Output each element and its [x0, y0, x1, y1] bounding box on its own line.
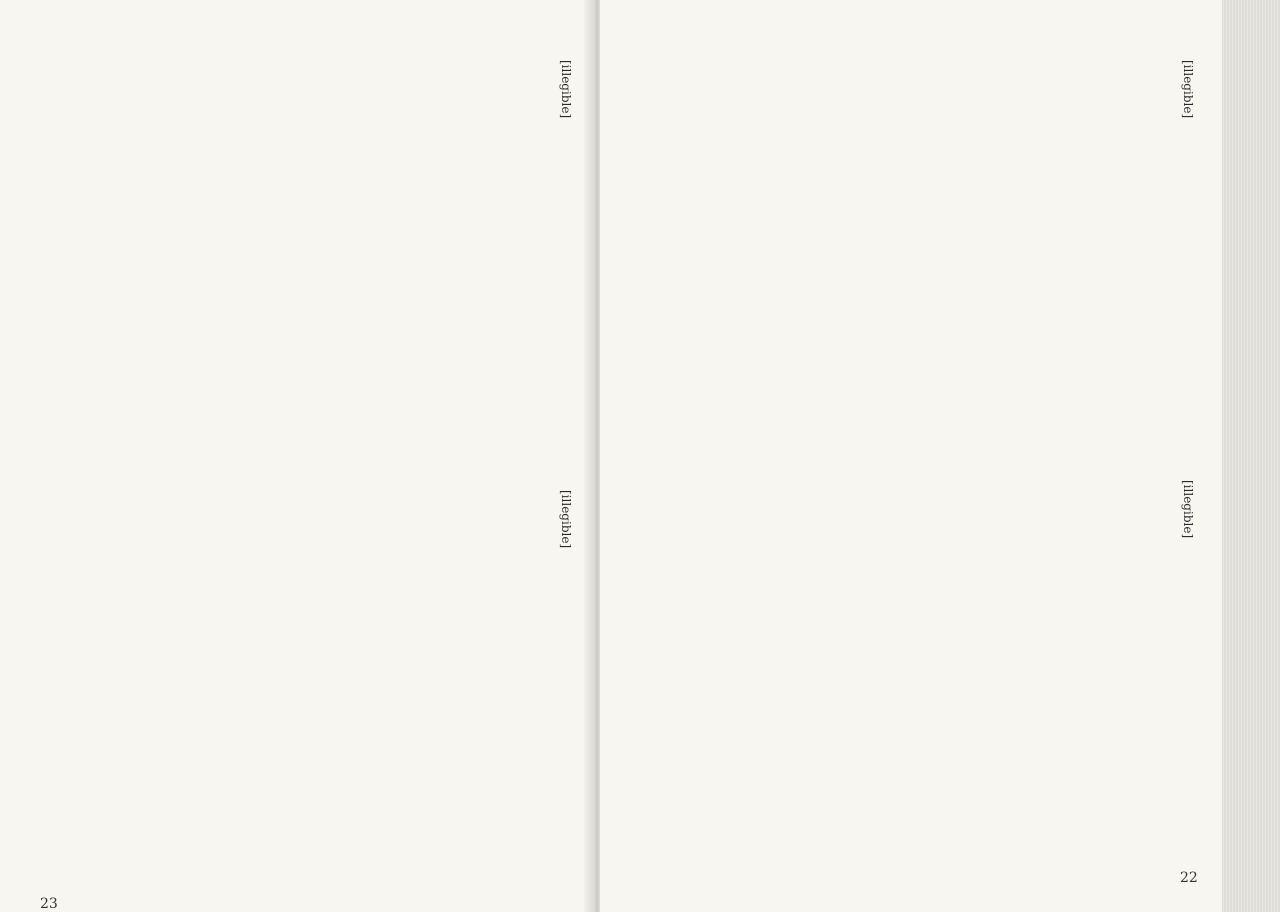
right-page-bottom-text: [illegible] [1181, 480, 1195, 539]
page-number-right: 22 [1180, 870, 1198, 886]
right-page-top-text: [illegible] [1181, 60, 1195, 119]
page-edge-stack [1222, 0, 1280, 912]
left-page-bottom-text: [illegible] [559, 490, 573, 549]
page-number-left: 23 [40, 896, 58, 912]
right-page [600, 0, 1222, 912]
left-page-top-text: [illegible] [559, 60, 573, 119]
left-page [0, 0, 592, 912]
